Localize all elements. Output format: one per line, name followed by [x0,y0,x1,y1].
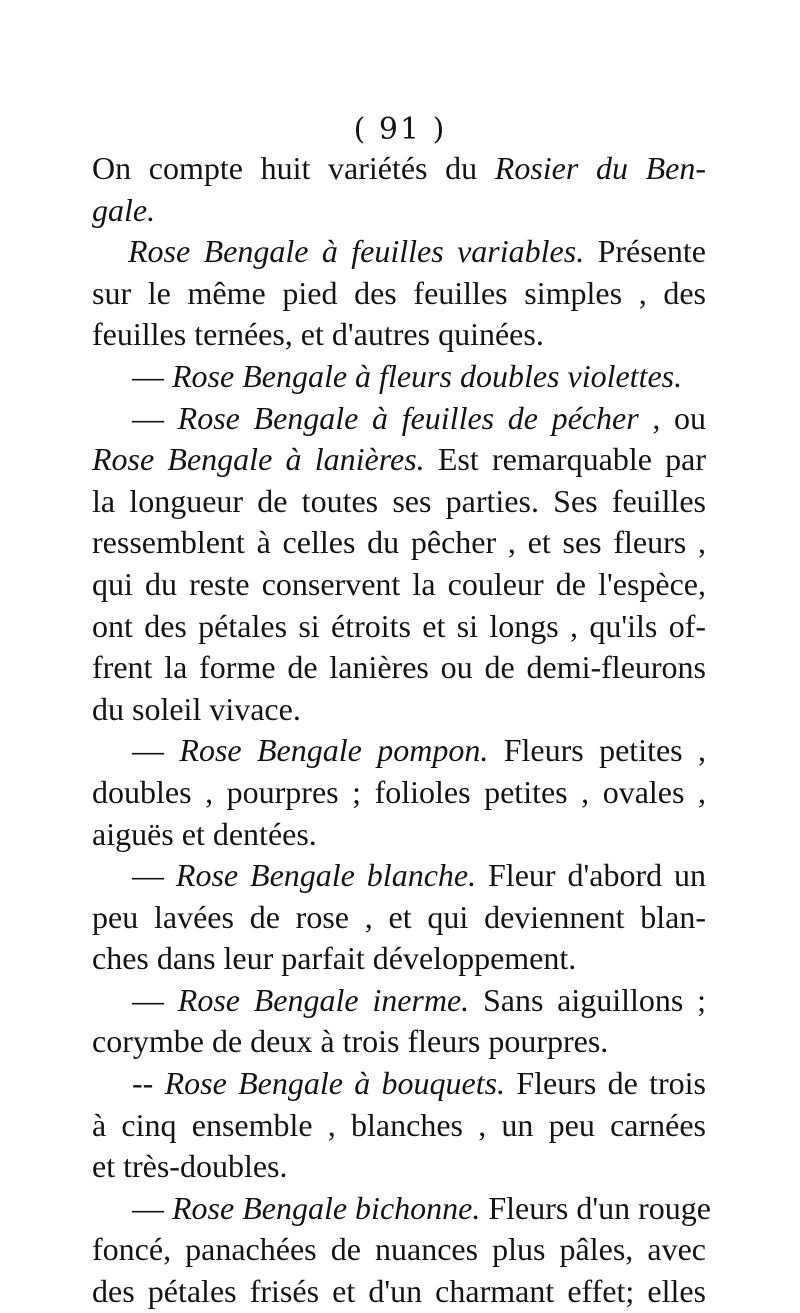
text-line: Rose Bengale à lanières. Est remarquable par [92,441,707,478]
text-line: ressemblent à celles du pêcher , et ses fleurs , [92,524,706,561]
text-line: — Rose Bengale inerme. Sans aiguillons ; [132,981,707,1018]
text-line: On compte huit variétés du Rosier du Ben- [92,150,707,186]
text-line: sur le même pied des feuilles simples , des [92,274,706,311]
text-line: Rose Bengale à feuilles variables. Présente [128,233,706,270]
text-line: — Rose Bengale à fleurs doubles violettes. [132,357,683,394]
text-line: — Rose Bengale à feuilles de pécher , ou [132,399,707,436]
text-line: aiguës et dentées. [92,815,317,852]
text-line: gale. [92,191,156,228]
text-line: corymbe de deux à trois fleurs pourpres. [92,1023,609,1060]
body-text [92,148,711,1313]
text-line: qui du reste conservent la couleur de l'espèce, [92,565,706,602]
text-line: peu lavées de rose , et qui deviennent blan- [92,898,706,935]
text-line: — Rose Bengale blanche. Fleur d'abord un [132,857,707,894]
text-line: des pétales frisés et d'un charmant effet; elles [92,1273,706,1310]
text-line: et très-doubles. [92,1148,288,1185]
text-line: frent la forme de lanières ou de demi-fleurons [92,649,706,686]
text-line: doubles , pourpres ; folioles petites , ovales , [92,773,706,810]
text-line: -- Rose Bengale à bouquets. Fleurs de trois [132,1065,707,1102]
text-line: — Rose Bengale bichonne. Fleurs d'un rouge [132,1189,711,1226]
text-line: ont des pétales si étroits et si longs , qu'ils of- [92,607,706,644]
text-line: — Rose Bengale pompon. Fleurs petites , [132,732,707,769]
text-line: ches dans leur parfait développement. [92,940,577,977]
text-line: du soleil vivace. [92,690,301,727]
text-line: la longueur de toutes ses parties. Ses feuilles [92,482,706,519]
text-line: à cinq ensemble , blanches , un peu carnées [92,1106,706,1143]
text-line: foncé, panachées de nuances plus pâles, avec [92,1231,706,1268]
page-number: ( 91 ) [353,112,447,147]
text-line: feuilles ternées, et d'autres quinées. [92,316,544,353]
